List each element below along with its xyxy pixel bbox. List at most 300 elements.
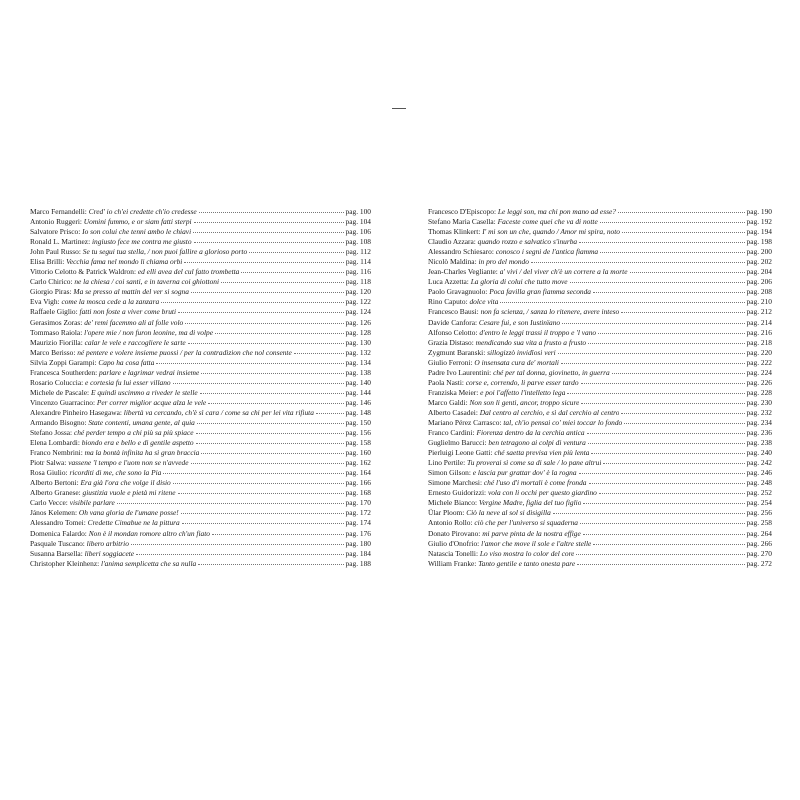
- toc-entry-quote: liberi soggiacete: [84, 548, 135, 558]
- toc-entry-page: pag. 130: [345, 337, 371, 347]
- toc-entry-quote: dolce vita: [469, 297, 499, 307]
- dot-leader: [191, 457, 344, 464]
- toc-entry-quote: né pentere e volere insieme puossi / per la contradizion che nol consente: [77, 347, 292, 357]
- dot-leader: [591, 447, 744, 454]
- dot-leader: [576, 548, 744, 555]
- toc-entry-page: pag. 218: [746, 337, 772, 347]
- toc-entry-quote: l'amor che move il sole e l'altre stelle: [481, 538, 592, 548]
- toc-entry-quote: ché saetta previsa vien più lenta: [494, 448, 590, 458]
- toc-entry-quote: mi parve pinta de la nostra effige: [482, 528, 581, 538]
- toc-entry-title: Zygmunt Baranski: sillogizzò invidïosi veri: [428, 347, 556, 357]
- toc-entry-title: Davide Canfora: Cesare fui, e son Iustinïano: [428, 317, 561, 327]
- toc-entry-page: pag. 256: [746, 508, 772, 518]
- toc-entry-page: pag. 140: [345, 377, 371, 387]
- toc-entry-title: Christopher Kleinhenz: l'anima semplicetta che sa nulla: [30, 558, 197, 568]
- toc-entry-quote: tal, ch'io pensai co' miei toccar lo fondo: [503, 417, 623, 427]
- toc-entry-author: Elena Lombardi: [30, 438, 78, 448]
- toc-entry: [30, 559, 371, 569]
- dot-leader: [612, 367, 745, 374]
- toc-entry-title: Antonio Ruggeri: Uomini fummo, e or siam fatti sterpi: [30, 217, 192, 227]
- toc-entry-title: Marco Berisso: né pentere e volere insieme puossi / per la contradizion che nol consente: [30, 347, 292, 357]
- toc-entry-quote: Tanto gentile e tanto onesta pare: [478, 558, 576, 568]
- toc-entry-author: Alberto Bertoni: [30, 478, 77, 488]
- toc-entry-title: Giulio Ferroni: O insensata cura de' mortali: [428, 357, 559, 367]
- dot-leader: [588, 437, 745, 444]
- toc-entry-author: Nicolò Maldina: [428, 257, 475, 267]
- toc-entry-page: pag. 112: [345, 247, 371, 257]
- toc-entry-author: William Franke: [428, 558, 475, 568]
- dot-leader: [599, 487, 745, 494]
- toc-entry-quote: Per correr miglior acque alza le vele: [96, 397, 207, 407]
- toc-entry-page: pag. 222: [746, 357, 772, 367]
- toc-entry-page: pag. 162: [345, 458, 371, 468]
- toc-entry-author: Grazia Distaso: [428, 337, 472, 347]
- toc-entry-author: Simon Gilson: [428, 468, 469, 478]
- toc-entry-page: pag. 126: [345, 317, 371, 327]
- toc-entry-author: Mariano Pérez Carrasco: [428, 417, 500, 427]
- dot-leader: [587, 427, 745, 434]
- toc-entry-quote: La gloria di colui che tutto move: [470, 277, 568, 287]
- dot-leader: [500, 296, 744, 303]
- toc-entry-page: pag. 200: [746, 247, 772, 257]
- toc-entry-title: Simone Marchesi: ché l'uso d'i mortali è come fronda: [428, 478, 587, 488]
- toc-entry-page: pag. 144: [345, 387, 371, 397]
- toc-entry-title: Alberto Bertoni: Era già l'ora che volge il disio: [30, 478, 171, 488]
- toc-entry-quote: a' vivi / del viver ch'è un correre a la morte: [499, 267, 628, 277]
- toc-entry-author: Alberto Casadei: [428, 407, 476, 417]
- toc-entry-title: Rosa Giulio: ricorditi di me, che sono la Pia: [30, 468, 162, 478]
- dot-leader: [173, 377, 344, 384]
- toc-entry-page: pag. 252: [746, 488, 772, 498]
- toc-entry-page: pag. 190: [746, 207, 772, 216]
- toc-entry-quote: Oh vana gloria de l'umane posse!: [78, 508, 179, 518]
- toc-entry-author: Alfonso Celotto: [428, 327, 476, 337]
- toc-entry-author: Carlo Chirico: [30, 277, 71, 287]
- dot-leader: [581, 397, 744, 404]
- dot-leader: [181, 507, 344, 514]
- toc-entry-quote: Lo viso mostra lo color del core: [479, 548, 575, 558]
- toc-entry-page: pag. 174: [345, 518, 371, 528]
- toc-entry-page: pag. 184: [345, 548, 371, 558]
- toc-entry-quote: Ciò la neve al sol si disigilla: [466, 508, 551, 518]
- toc-entry-title: Giorgio Piras: Ma se presso al mattin del ver si sogna: [30, 287, 189, 297]
- toc-entry-quote: d'entro le leggi trassi il troppo e 'l vano: [479, 327, 597, 337]
- dot-leader: [194, 236, 344, 243]
- toc-entry-title: Francesco Bausi: non fa scienza, / sanza lo ritenere, avere inteso: [428, 307, 620, 317]
- toc-entry-title: Carlo Chirico: ne la chiesa / coi santi, e in taverna coi ghiottoni: [30, 277, 220, 287]
- toc-entry-page: pag. 264: [746, 528, 772, 538]
- toc-entry-title: Silvia Zoppi Garampi: Capo ha cosa fatta: [30, 357, 155, 367]
- toc-entry-quote: ma la bontà infinita ha sì gran braccia: [84, 448, 200, 458]
- dot-leader: [621, 306, 744, 313]
- toc-entry-page: pag. 148: [345, 407, 371, 417]
- toc-entry-quote: e cortesia fu lui esser villano: [85, 377, 171, 387]
- toc-entry-quote: l'opere mie / non furon leonine, ma di volpe: [84, 327, 213, 337]
- toc-entry-author: Carlo Vecce: [30, 498, 66, 508]
- toc-entry-author: Christopher Kleinhenz: [30, 558, 98, 568]
- dot-leader: [197, 417, 344, 424]
- toc-entry-author: Paola Nasti: [428, 377, 462, 387]
- toc-entry-author: Alessandro Schiesaro: [428, 247, 492, 257]
- toc-entry-page: pag. 248: [746, 478, 772, 488]
- toc-entry-page: pag. 146: [345, 397, 371, 407]
- toc-entry-title: Susanna Barsella: liberi soggiacete: [30, 548, 135, 558]
- dot-leader: [221, 276, 344, 283]
- toc-entry-author: Franziska Meier: [428, 387, 477, 397]
- toc-entry-author: Piotr Salwa: [30, 458, 65, 468]
- toc-entry-title: Ülar Ploom: Ciò la neve al sol si disigilla: [428, 508, 551, 518]
- toc-entry-title: Alexandre Pinheiro Hasegawa: libertà va cercando, ch'è sì cara / come sa chi per lei vita rifiuta: [30, 407, 314, 417]
- toc-entry: [428, 559, 772, 569]
- dot-leader: [603, 457, 744, 464]
- toc-entry-author: Elisa Brilli: [30, 257, 63, 267]
- toc-entry-page: pag. 188: [345, 558, 371, 568]
- toc-entry-page: pag. 150: [345, 417, 371, 427]
- toc-entry-title: Natascia Tonelli: Lo viso mostra lo color del core: [428, 548, 575, 558]
- toc-entry-author: Maurizio Fiorilla: [30, 337, 81, 347]
- toc-entry-page: pag. 194: [746, 227, 772, 237]
- toc-entry-quote: E quindi uscimmo a riveder le stelle: [90, 387, 198, 397]
- toc-entry-title: Franco Nembrini: ma la bontà infinita ha sì gran braccia: [30, 448, 200, 458]
- toc-entry-title: Salvatore Prisco: Io son colui che tenni ambo le chiavi: [30, 227, 192, 237]
- toc-entry-author: Alessandro Tomei: [30, 518, 84, 528]
- toc-entry-author: Natascia Tonelli: [428, 548, 476, 558]
- toc-entry-quote: Vergine Madre, figlia del tuo figlio: [478, 498, 582, 508]
- toc-entry-title: Padre Ivo Laurentini: ché per tal donna, giovinetto, in guerra: [428, 367, 610, 377]
- toc-entry-title: Pasquale Tuscano: libero arbitrio: [30, 538, 129, 548]
- dot-leader: [531, 256, 745, 263]
- toc-entry-page: pag. 116: [345, 267, 371, 277]
- toc-entry-page: pag. 238: [746, 438, 772, 448]
- toc-entry-page: pag. 204: [746, 267, 772, 277]
- toc-entry-title: Franco Cardini: Fiorenza dentro da la cerchia antica: [428, 428, 585, 438]
- toc-entry-page: pag. 270: [746, 548, 772, 558]
- toc-entry-title: Vittorio Celotto & Patrick Waldron: ed elli avea del cul fatto trombetta: [30, 267, 240, 277]
- toc-entry-page: pag. 226: [746, 377, 772, 387]
- toc-entry-title: Alberto Casadei: Dal centro al cerchio, e sì dal cerchio al centro: [428, 407, 620, 417]
- toc-entry-title: Michele Bianco: Vergine Madre, figlia del tuo figlio: [428, 498, 582, 508]
- dot-leader: [184, 256, 343, 263]
- toc-entry-page: pag. 176: [345, 528, 371, 538]
- toc-entry-quote: ed elli avea del cul fatto trombetta: [137, 267, 240, 277]
- toc-entry-title: Paola Nasti: corse e, correndo, li parve esser tardo: [428, 377, 579, 387]
- toc-entry-page: pag. 100: [345, 207, 371, 216]
- toc-entry-quote: Ma se presso al mattin del ver si sogna: [73, 287, 189, 297]
- toc-entry-author: Ernesto Guidorizzi: [428, 488, 485, 498]
- toc-entry-page: pag. 198: [746, 237, 772, 247]
- toc-entry-author: Stefano Maria Casella: [428, 217, 494, 227]
- toc-entry-author: Ülar Ploom: [428, 508, 463, 518]
- toc-entry-quote: ne la chiesa / coi santi, e in taverna coi ghiottoni: [74, 277, 220, 287]
- toc-entry-title: Franziska Meier: e poi l'affetto l'intelletto lega: [428, 387, 566, 397]
- toc-entry-quote: ciò che per l'universo si squaderna: [474, 518, 579, 528]
- dot-leader: [593, 538, 744, 545]
- toc-entry-quote: Cesare fui, e son Iustinïano: [478, 317, 561, 327]
- toc-entry-page: pag. 254: [746, 498, 772, 508]
- toc-entry-quote: visibile parlare: [69, 498, 115, 508]
- toc-entry-author: Luca Azzetta: [428, 277, 467, 287]
- toc-entry-title: John Paul Russo: Se tu segui tua stella, / non puoi fallire a glorioso porto: [30, 247, 248, 257]
- toc-entry-title: Armando Bisogno: State contenti, umana gente, al quia: [30, 417, 195, 427]
- dot-leader: [185, 317, 343, 324]
- toc-entry-author: John Paul Russo: [30, 247, 79, 257]
- dot-leader: [178, 306, 344, 313]
- dot-leader: [200, 387, 344, 394]
- toc-entry-quote: biondo era e bello e di gentile aspetto: [81, 438, 194, 448]
- dot-leader: [562, 317, 744, 324]
- toc-entry-page: pag. 168: [345, 488, 371, 498]
- dot-leader: [163, 467, 343, 474]
- toc-entry-page: pag. 158: [345, 438, 371, 448]
- toc-entry-author: Tommaso Raiola: [30, 327, 81, 337]
- toc-entry-author: Pasquale Tuscano: [30, 538, 83, 548]
- toc-entry-page: pag. 216: [746, 327, 772, 337]
- toc-entry-quote: ingiusto fece me contra me giusto: [92, 237, 192, 247]
- toc-entry-title: János Kelemen: Oh vana gloria de l'umane posse!: [30, 508, 179, 518]
- toc-entry-author: Rino Caputo: [428, 297, 466, 307]
- toc-entry-quote: ché l'uso d'i mortali è come fronda: [483, 478, 587, 488]
- dot-leader: [215, 327, 344, 334]
- dot-leader: [131, 538, 344, 545]
- toc-entry-page: pag. 114: [345, 257, 371, 267]
- dot-leader: [561, 357, 745, 364]
- dot-leader: [579, 467, 745, 474]
- toc-entry-title: Guglielmo Barucci: ben tetragono ai colpi di ventura: [428, 438, 586, 448]
- toc-entry-title: Eva Vigh: come la mosca cede a la zanzara: [30, 297, 160, 307]
- toc-entry-author: Alberto Granese: [30, 488, 79, 498]
- toc-entry-title: Giulio d'Onofrio: l'amor che move il sole e l'altre stelle: [428, 538, 592, 548]
- toc-entry-author: Francesco Bausi: [428, 307, 477, 317]
- toc-entry-quote: non fa scienza, / sanza lo ritenere, avere inteso: [480, 307, 620, 317]
- toc-entry-page: pag. 128: [345, 327, 371, 337]
- toc-entry-title: Donato Pirovano: mi parve pinta de la nostra effige: [428, 528, 581, 538]
- dot-leader: [196, 427, 344, 434]
- toc-entry-page: pag. 104: [345, 217, 371, 227]
- toc-entry-title: Jean-Charles Vegliante: a' vivi / del viver ch'è un correre a la morte: [428, 267, 628, 277]
- toc-entry-title: Vincenzo Guarracino: Per correr miglior acque alza le vele: [30, 397, 207, 407]
- toc-entry-author: Antonio Ruggeri: [30, 217, 80, 227]
- toc-entry-author: Guglielmo Barucci: [428, 438, 485, 448]
- toc-entry-page: pag. 138: [345, 367, 371, 377]
- toc-entry-author: Rosario Coluccia: [30, 377, 82, 387]
- toc-entry-page: pag. 258: [746, 518, 772, 528]
- toc-entry-title: Claudio Azzara: quando rozzo e salvatico s'inurba: [428, 237, 578, 247]
- toc-entry-page: pag. 134: [345, 357, 371, 367]
- dot-leader: [621, 407, 744, 414]
- toc-entry-quote: Credette Cimabue ne la pittura: [87, 518, 180, 528]
- toc-entry-quote: vassene 'l tempo e l'uom non se n'avvede: [68, 458, 189, 468]
- dot-leader: [600, 216, 745, 223]
- dot-leader: [194, 216, 344, 223]
- dot-leader: [212, 528, 344, 535]
- toc-entry-page: pag. 122: [345, 297, 371, 307]
- toc-entry-quote: Non è il mondan romore altro ch'un fiato: [88, 528, 210, 538]
- dot-leader: [630, 266, 745, 273]
- toc-entry-quote: Non son li genti, ancor, troppo sicure: [469, 397, 580, 407]
- toc-entry-author: Gerasimos Zoras: [30, 317, 81, 327]
- toc-entry-title: Maurizio Fiorilla: calar le vele e raccogliere le sarte: [30, 337, 186, 347]
- toc-entry-title: Thomas Klinkert: I' mi son un che, quando / Amor mi spira, noto: [428, 227, 620, 237]
- toc-entry-page: pag. 228: [746, 387, 772, 397]
- toc-entry-page: pag. 208: [746, 287, 772, 297]
- toc-entry-quote: Io son colui che tenni ambo le chiavi: [82, 227, 192, 237]
- toc-entry-quote: Poca favilla gran fiamma seconda: [489, 287, 591, 297]
- toc-entry-title: Michele de Pascale: E quindi uscimmo a riveder le stelle: [30, 387, 198, 397]
- dot-leader: [178, 487, 344, 494]
- toc-entry-page: pag. 172: [345, 508, 371, 518]
- toc-entry-author: Claudio Azzara: [428, 237, 474, 247]
- toc-entry-quote: Tu proverai sì come sa di sale / lo pane altrui: [467, 458, 602, 468]
- toc-entry-author: Rosa Giulio: [30, 468, 66, 478]
- toc-entry-author: Raffaele Giglio: [30, 307, 76, 317]
- dot-leader: [580, 517, 745, 524]
- toc-entry-page: pag. 266: [746, 538, 772, 548]
- toc-entry-author: Giorgio Piras: [30, 287, 70, 297]
- toc-entry-title: Alberto Granese: giustizia vuole e pietà mi ritene: [30, 488, 176, 498]
- dot-leader: [182, 517, 344, 524]
- toc-entry-page: pag. 156: [345, 428, 371, 438]
- dot-leader: [567, 387, 744, 394]
- toc-entry-title: William Franke: Tanto gentile e tanto onesta pare: [428, 558, 576, 568]
- toc-entry-quote: Fiorenza dentro da la cerchia antica: [476, 428, 585, 438]
- toc-entry-author: Salvatore Prisco: [30, 227, 79, 237]
- toc-entry-page: pag. 206: [746, 277, 772, 287]
- toc-entry-author: Marco Fernandelli: [30, 207, 85, 216]
- toc-entry-author: Davide Canfora: [428, 317, 475, 327]
- toc-entry-title: Marco Fernandelli: Cred' io ch'ei credette ch'io credesse: [30, 207, 197, 216]
- toc-entry-title: Lino Pertile: Tu proverai sì come sa di sale / lo pane altrui: [428, 458, 602, 468]
- toc-entry-page: pag. 210: [746, 297, 772, 307]
- toc-entry-author: Vincenzo Guarracino: [30, 397, 93, 407]
- toc-entry-quote: Era già l'ora che volge il disio: [80, 478, 171, 488]
- toc-entry-quote: conosco i segni de l'antica fiamma: [495, 247, 599, 257]
- dot-leader: [199, 206, 344, 213]
- toc-entry-quote: e poi l'affetto l'intelletto lega: [480, 387, 566, 397]
- toc-entry-page: pag. 180: [345, 538, 371, 548]
- toc-entry-title: Ernesto Guidorizzi: vola con li occhi per questo giardino: [428, 488, 597, 498]
- toc-entry-quote: sillogizzò invidïosi veri: [487, 347, 556, 357]
- toc-entry-page: pag. 108: [345, 237, 371, 247]
- toc-entry-quote: libertà va cercando, ch'è sì cara / come sa chi per lei vita rifiuta: [123, 407, 314, 417]
- toc-entry-page: pag. 242: [746, 458, 772, 468]
- dot-leader: [316, 407, 344, 414]
- toc-entry-page: pag. 234: [746, 417, 772, 427]
- toc-entry-quote: Se tu segui tua stella, / non puoi fallire a glorioso porto: [82, 247, 248, 257]
- dot-leader: [579, 236, 744, 243]
- dot-leader: [173, 477, 344, 484]
- toc-entry-quote: e lascia pur grattar dov' è la rogna: [472, 468, 577, 478]
- dot-leader: [588, 337, 744, 344]
- toc-entry-title: Stefano Jossa: ché perder tempo a chi più sa più spiace: [30, 428, 194, 438]
- toc-entry-author: János Kelemen: [30, 508, 75, 518]
- dot-leader: [589, 477, 745, 484]
- toc-entry-quote: ché per tal donna, giovinetto, in guerra: [493, 367, 610, 377]
- toc-entry-page: pag. 166: [345, 478, 371, 488]
- toc-entry-title: Alessandro Tomei: Credette Cimabue ne la pittura: [30, 518, 180, 528]
- toc-entry-page: pag. 164: [345, 468, 371, 478]
- toc-entry-author: Pierluigi Leone Gatti: [428, 448, 491, 458]
- dot-leader: [618, 206, 745, 213]
- toc-entry-title: Rosario Coluccia: e cortesia fu lui esser villano: [30, 377, 171, 387]
- toc-entry-title: Marco Galdi: Non son li genti, ancor, troppo sicure: [428, 397, 580, 407]
- toc-entry-title: Luca Azzetta: La gloria di colui che tutto move: [428, 277, 568, 287]
- dot-leader: [624, 417, 744, 424]
- toc-column-right: [428, 207, 772, 569]
- toc-entry-page: pag. 106: [345, 227, 371, 237]
- dot-leader: [622, 226, 745, 233]
- dot-leader: [117, 497, 344, 504]
- toc-entry-page: pag. 272: [746, 558, 772, 568]
- toc-entry-quote: de' remi facemmo ali al folle volo: [84, 317, 184, 327]
- toc-entry-title: Carlo Vecce: visibile parlare: [30, 498, 115, 508]
- dot-leader: [198, 558, 343, 565]
- toc-entry-quote: Vecchia fama nel mondo li chiama orbi: [66, 257, 183, 267]
- toc-entry-page: pag. 202: [746, 257, 772, 267]
- dot-leader: [600, 246, 744, 253]
- dot-leader: [570, 276, 745, 283]
- dot-leader: [249, 246, 344, 253]
- toc-entry-page: pag. 124: [345, 307, 371, 317]
- toc-entry-title: Tommaso Raiola: l'opere mie / non furon leonine, ma di volpe: [30, 327, 213, 337]
- toc-entry-page: pag. 132: [345, 347, 371, 357]
- toc-entry-quote: Capo ha cosa fatta: [98, 357, 155, 367]
- dot-leader: [191, 286, 344, 293]
- toc-entry-author: Domenica Falardo: [30, 528, 85, 538]
- toc-entry-title: Rino Caputo: dolce vita: [428, 297, 499, 307]
- toc-entry-title: Ronald L. Martinez: ingiusto fece me contra me giusto: [30, 237, 192, 247]
- toc-entry-quote: Le leggi son, ma chi pon mano ad esse?: [497, 207, 616, 216]
- toc-entry-author: Marco Galdi: [428, 397, 466, 407]
- toc-entry-quote: vola con li occhi per questo giardino: [487, 488, 597, 498]
- dot-leader: [188, 337, 344, 344]
- dot-leader: [581, 377, 745, 384]
- toc-entry-author: Armando Bisogno: [30, 417, 85, 427]
- toc-entry-quote: Uomini fummo, e or siam fatti sterpi: [83, 217, 192, 227]
- toc-entry-author: Marco Berisso: [30, 347, 74, 357]
- toc-entry-author: Padre Ivo Laurentini: [428, 367, 490, 377]
- toc-entry-page: pag. 118: [345, 277, 371, 287]
- toc-entry-author: Franco Cardini: [428, 428, 473, 438]
- toc-entry-quote: in pro del mondo: [478, 257, 529, 267]
- toc-entry-title: Pierluigi Leone Gatti: ché saetta previsa vien più lenta: [428, 448, 590, 458]
- dot-leader: [208, 397, 343, 404]
- toc-entry-page: pag. 230: [746, 397, 772, 407]
- toc-entry-quote: ché perder tempo a chi più sa più spiace: [73, 428, 194, 438]
- toc-entry-quote: Faceste come quei che va di notte: [497, 217, 598, 227]
- toc-entry-author: Eva Vigh: [30, 297, 58, 307]
- dot-leader: [201, 367, 343, 374]
- toc-entry-page: pag. 192: [746, 217, 772, 227]
- toc-entry-quote: corse e, correndo, li parve esser tardo: [465, 377, 579, 387]
- toc-entry-title: Gerasimos Zoras: de' remi facemmo ali al folle volo: [30, 317, 184, 327]
- toc-entry-author: Susanna Barsella: [30, 548, 81, 558]
- toc-entry-title: Elisa Brilli: Vecchia fama nel mondo li chiama orbi: [30, 257, 183, 267]
- toc-entry-page: pag. 212: [746, 307, 772, 317]
- toc-entry-author: Francesca Southerden: [30, 367, 96, 377]
- toc-entry-page: pag. 236: [746, 428, 772, 438]
- toc-entry-title: Paolo Gravagnuolo: Poca favilla gran fiamma seconda: [428, 287, 591, 297]
- toc-entry-author: Zygmunt Baranski: [428, 347, 484, 357]
- toc-entry-title: Francesco D'Episcopo: Le leggi son, ma chi pon mano ad esse?: [428, 207, 616, 216]
- toc-entry-author: Francesco D'Episcopo: [428, 207, 494, 216]
- toc-entry-page: pag. 220: [746, 347, 772, 357]
- toc-entry-author: Silvia Zoppi Garampi: [30, 357, 95, 367]
- toc-entry-title: Nicolò Maldina: in pro del mondo: [428, 257, 529, 267]
- dot-leader: [201, 447, 343, 454]
- toc-entry-author: Giulio Ferroni: [428, 357, 471, 367]
- dot-leader: [193, 226, 343, 233]
- dot-leader: [583, 528, 745, 535]
